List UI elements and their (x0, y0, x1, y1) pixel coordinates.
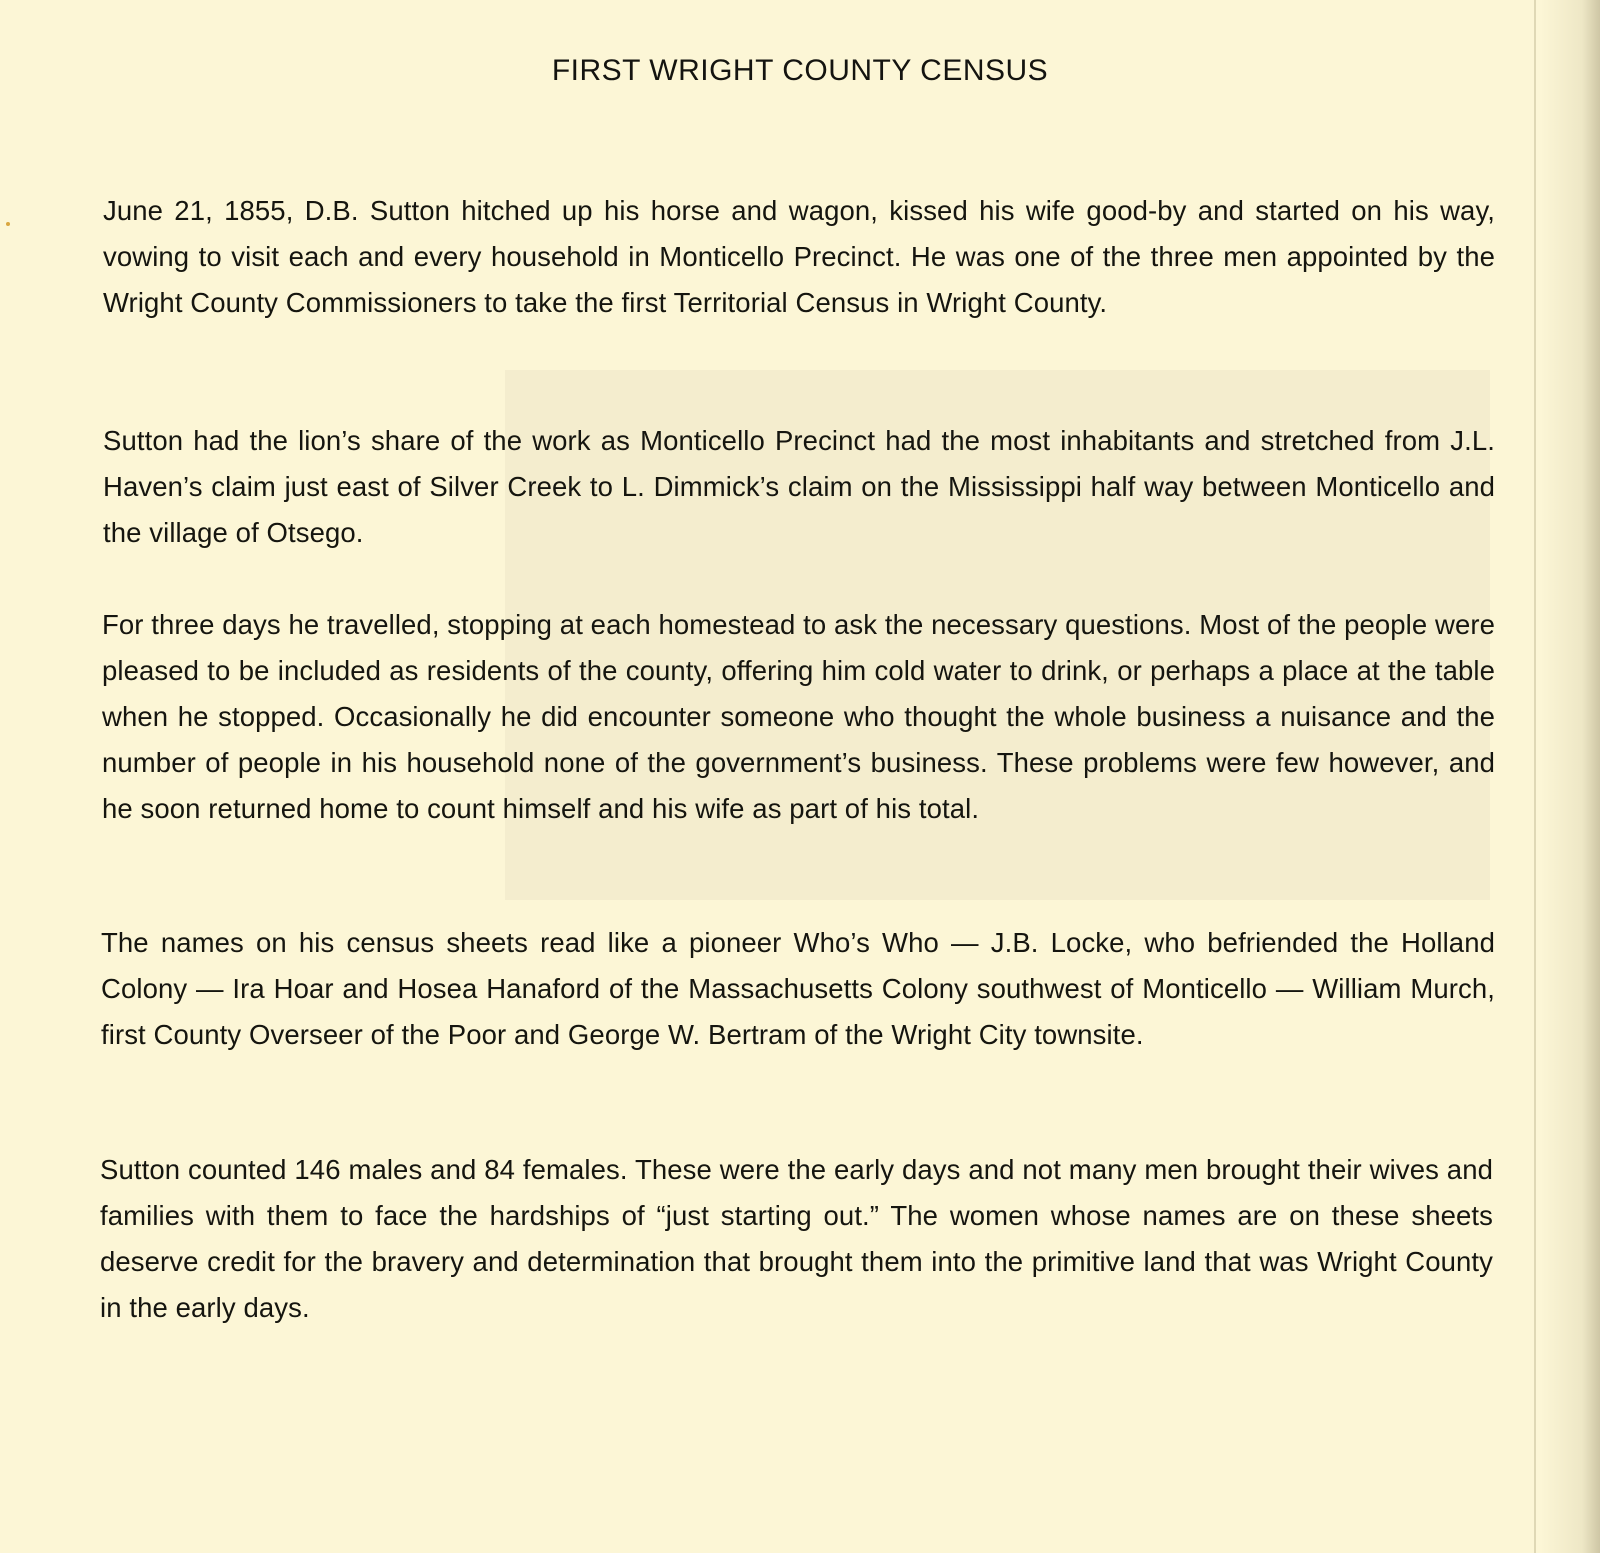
paragraph-3: For three days he travelled, stopping at each homestead to ask the necessary questions. Most of the people were pleased to be included as residents of the county, offering him cold water to drink, or perhaps a place at the table when he stopped. Occasionally he did encounter someone who thought the whole business a nuisance and the number of people in his household none of the government’s business. These problems were few however, and he soon returned home to count himself and his wife as part of his total. (102, 609, 1496, 824)
paragraph-5: Sutton counted 146 males and 84 females. These were the early days and not many men brought their wives and families with them to face the hardships of “just starting out.” The women whose names are on these sheets deserve credit for the bravery and determination that brought them into the primitive land that was Wright County in the early days. (100, 1154, 1493, 1323)
paper-speck (6, 222, 10, 226)
paragraph-2: Sutton had the lion’s share of the work as Monticello Precinct had the most inhabitants and stretched from J.L. Haven’s claim just east of Silver Creek to L. Dimmick’s claim on the Mississippi half way between Monticello and the village of Otsego. (103, 425, 1495, 548)
page-edge-line (1534, 0, 1536, 1553)
page-title: FIRST WRIGHT COUNTY CENSUS (551, 54, 1049, 87)
page-edge-shadow (1540, 0, 1600, 1553)
paragraph-1: June 21, 1855, D.B. Sutton hitched up his horse and wagon, kissed his wife good-by and started on his way, vowing to visit each and every household in Monticello Precinct. He was one of the three men appointed by the Wright County Commissioners to take the first Territorial Census in Wright County. (103, 195, 1495, 318)
paragraph-4: The names on his census sheets read like a pioneer Who’s Who — J.B. Locke, who befriended the Holland Colony — Ira Hoar and Hosea Hanaford of the Massachusetts Colony southwest of Monticello — William Murch, first County Overseer of the Poor and George W. Bertram of the Wright City townsite. (101, 927, 1495, 1050)
